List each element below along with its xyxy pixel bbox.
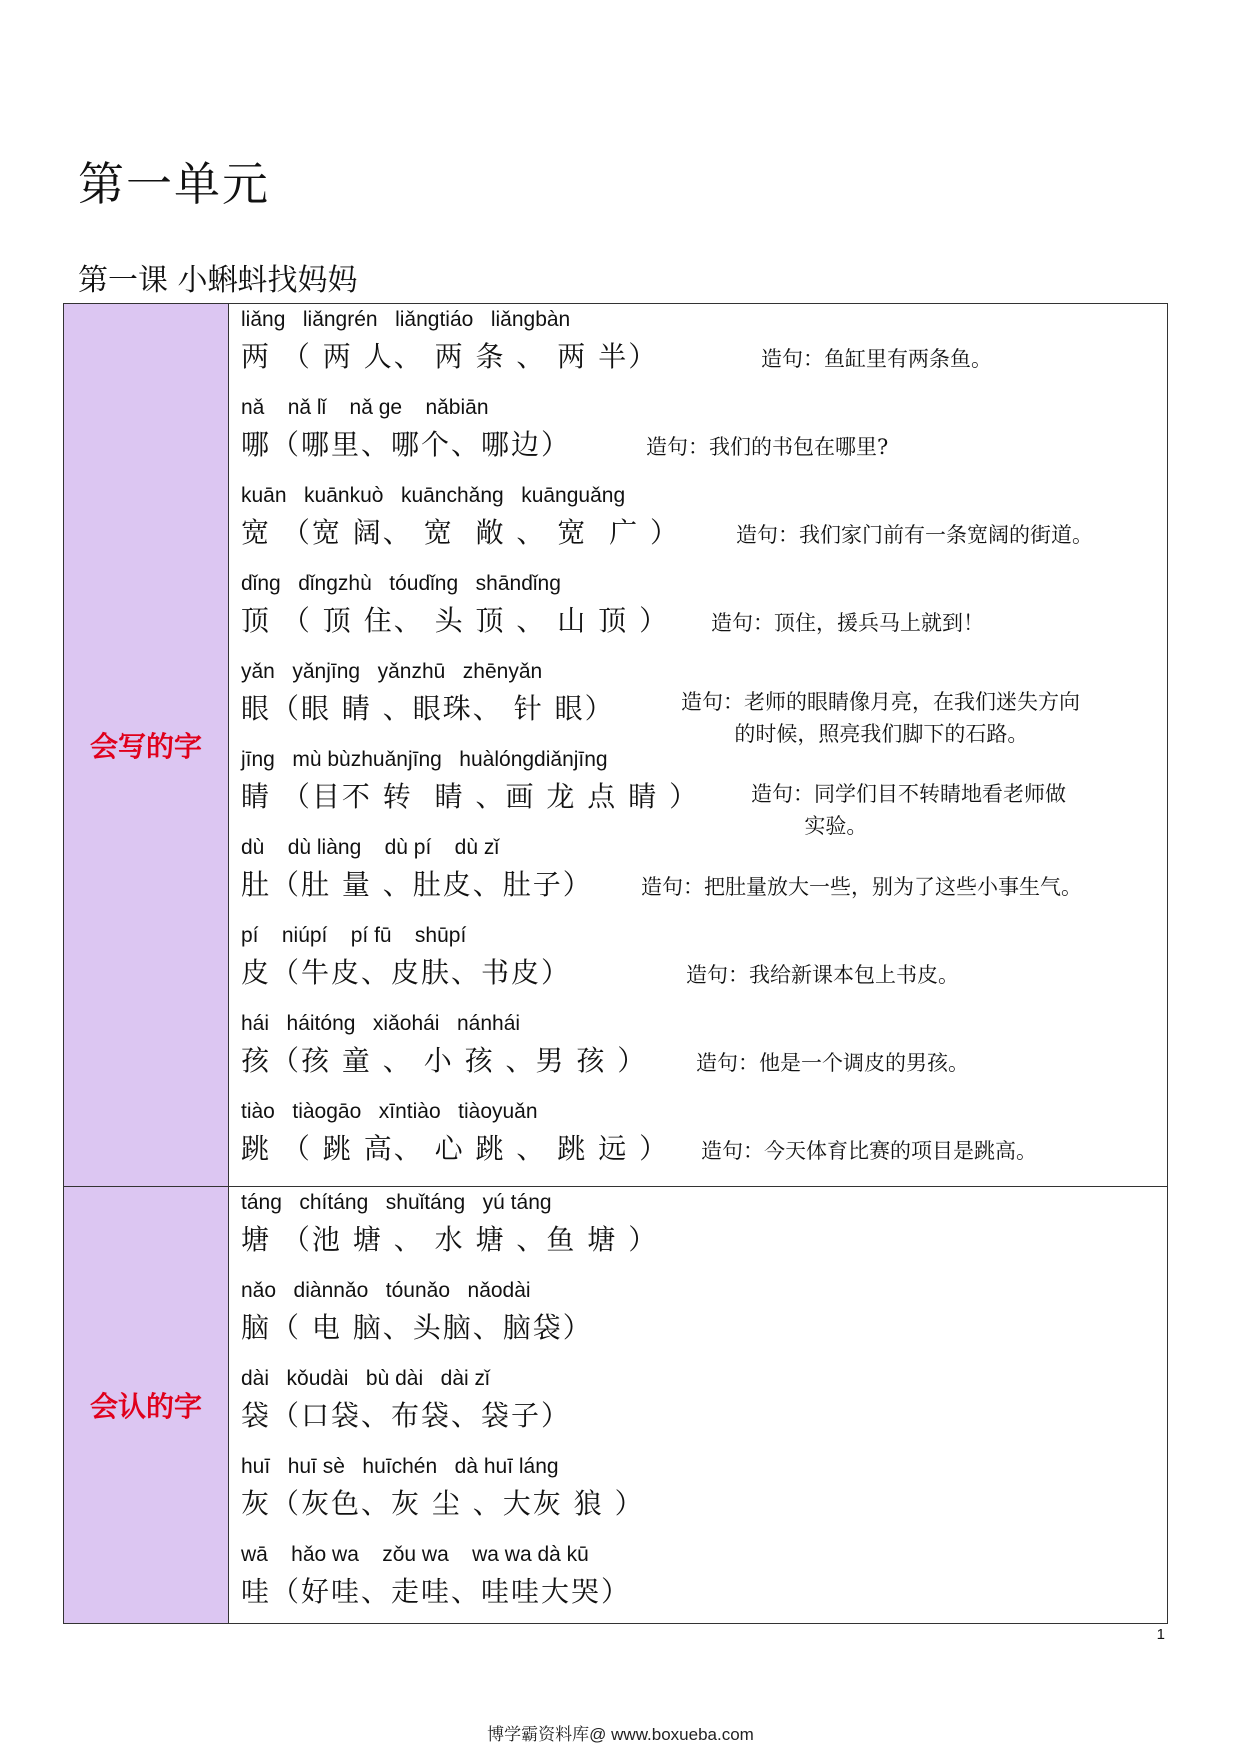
word-line: 皮（牛皮、皮肤、书皮） (241, 956, 572, 989)
word-entry (241, 1543, 1167, 1615)
unit-title: 第一单元 (78, 157, 270, 211)
example-sentence: 造句：我们的书包在哪里? (646, 435, 889, 459)
page-number: 1 (1156, 1626, 1165, 1643)
word-entry (241, 1100, 1167, 1178)
recognize-section-row (64, 1187, 1168, 1624)
word-line: 宽 （宽 阔、 宽 敞 、 宽 广 ） (241, 516, 681, 549)
example-sentence: 造句：老师的眼睛像月亮，在我们迷失方向 的时候，照亮我们脚下的石路。 (681, 690, 1080, 746)
pinyin-line: kuān kuānkuò kuānchǎng kuānguǎng (241, 484, 626, 507)
example-sentence: 造句：今天体育比赛的项目是跳高。 (701, 1139, 1037, 1163)
pinyin-line: nǎo diànnǎo tóunǎo nǎodài (241, 1279, 531, 1302)
pinyin-line: nǎ nǎ lǐ nǎ ge nǎbiān (241, 396, 489, 419)
word-line: 孩（孩 童 、 小 孩 、男 孩 ） (241, 1044, 648, 1077)
pinyin-line: dù dù liàng dù pí dù zǐ (241, 836, 499, 859)
write-category-cell (64, 304, 229, 1187)
recognize-entries (229, 1187, 1168, 1624)
pinyin-line: jīng mù bùzhuǎnjīng huàlóngdiǎnjīng (241, 748, 608, 771)
word-entry (241, 308, 1167, 396)
word-entry (241, 572, 1167, 660)
example-sentence: 造句：同学们目不转睛地看老师做 实验。 (751, 782, 1066, 838)
example-sentence: 造句：把肚量放大一些，别为了这些小事生气。 (641, 875, 1082, 899)
pinyin-line: liǎng liǎngrén liǎngtiáo liǎngbàn (241, 308, 571, 331)
write-section-row (64, 304, 1168, 1187)
pinyin-line: pí niúpí pí fū shūpí (241, 924, 467, 947)
word-line: 睛 （目不 转 睛 、画 龙 点 睛 ） (241, 780, 700, 813)
write-category-label: 会写的字 (89, 730, 202, 763)
pinyin-line: wā hǎo wa zǒu wa wa wa dà kū (241, 1543, 589, 1566)
word-line: 两 （ 两 人、 两 条 、 两 半） (241, 340, 659, 373)
vocab-table (63, 303, 1168, 1624)
example-sentence: 造句：我给新课本包上书皮。 (686, 963, 959, 987)
write-entries (229, 304, 1168, 1187)
word-entry (241, 396, 1167, 484)
example-sentence: 造句：他是一个调皮的男孩。 (696, 1051, 969, 1075)
word-line: 跳 （ 跳 高、 心 跳 、 跳 远 ） (241, 1132, 670, 1165)
word-entry (241, 748, 1167, 836)
word-entry (241, 924, 1167, 1012)
word-entry (241, 836, 1167, 924)
pinyin-line: dài kǒudài bù dài dài zǐ (241, 1367, 490, 1390)
word-line: 眼（眼 睛 、眼珠、 针 眼） (241, 692, 615, 725)
pinyin-line: tiào tiàogāo xīntiào tiàoyuǎn (241, 1100, 538, 1123)
word-entry (241, 484, 1167, 572)
word-line: 顶 （ 顶 住、 头 顶 、 山 顶 ） (241, 604, 670, 637)
pinyin-line: dǐng dǐngzhù tóudǐng shāndǐng (241, 572, 561, 595)
word-line: 哪（哪里、哪个、哪边） (241, 428, 572, 461)
word-line: 塘 （池 塘 、 水 塘 、鱼 塘 ） (241, 1223, 659, 1256)
lesson-title: 第一课 小蝌蚪找妈妈 (78, 263, 358, 298)
word-line: 哇（好哇、走哇、哇哇大哭） (241, 1575, 632, 1608)
example-sentence: 造句：我们家门前有一条宽阔的街道。 (736, 523, 1093, 547)
pinyin-line: huī huī sè huīchén dà huī láng (241, 1455, 559, 1478)
word-line: 袋（口袋、布袋、袋子） (241, 1399, 572, 1432)
pinyin-line: hái háitóng xiǎohái nánhái (241, 1012, 521, 1035)
word-line: 肚（肚 量 、肚皮、肚子） (241, 868, 593, 901)
pinyin-line: yǎn yǎnjīng yǎnzhū zhēnyǎn (241, 660, 543, 683)
word-entry (241, 1191, 1167, 1279)
word-entry (241, 1455, 1167, 1543)
example-sentence: 造句：顶住，援兵马上就到！ (711, 611, 984, 635)
word-line: 灰（灰色、灰 尘 、大灰 狼 ） (241, 1487, 645, 1520)
recognize-category-cell (64, 1187, 229, 1624)
word-entry (241, 660, 1167, 748)
pinyin-line: táng chítáng shuǐtáng yú táng (241, 1191, 552, 1214)
word-entry (241, 1279, 1167, 1367)
footer-watermark: 博学霸资料库@ www.boxueba.com (487, 1725, 754, 1744)
recognize-category-label: 会认的字 (89, 1390, 202, 1423)
word-entry (241, 1012, 1167, 1100)
word-line: 脑（ 电 脑、头脑、脑袋） (241, 1311, 593, 1344)
word-entry (241, 1367, 1167, 1455)
example-sentence: 造句：鱼缸里有两条鱼。 (761, 347, 992, 371)
